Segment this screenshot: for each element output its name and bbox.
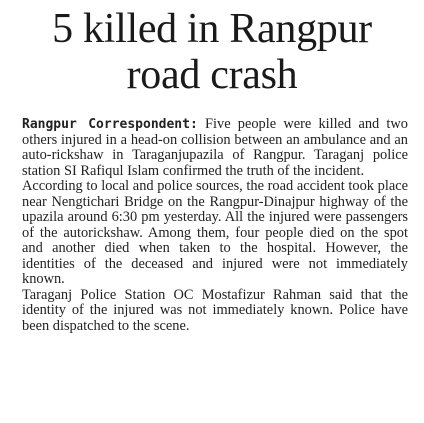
paragraph-1: [22, 117, 408, 179]
headline: [0, 0, 424, 98]
byline: Rangpur Correspondent:: [22, 117, 198, 132]
paragraph-2: According to local and police sources, the road accident took place near Nengtichari Bridge on the Rangpur-Dinajpur highway of the upazila around 6:30 pm yesterday. All the injured were passengers of the autorickshaw. Among them, four people died on the spot and another died when taken to the hospital. However, the identities of the deceased and injured were not immediately known.: [22, 178, 408, 287]
headline-line-1: 5 killed in Rangpur: [52, 6, 372, 52]
article-body: [22, 117, 408, 334]
paragraph-3: Taraganj Police Station OC Mostafizur Rahman said that the identity of the injured was not immediately known. Police have been dispatched to the scene.: [22, 286, 408, 334]
paragraph-1-text: Five people were killed and two others injured in a head-on collision between an ambulance and an auto-rickshaw in Taraganjupazila of Rangpur. Taraganj police station SI Rafiqul Islam confirmed the truth of the incident.: [22, 116, 409, 179]
headline-line-2: road crash: [126, 52, 298, 98]
